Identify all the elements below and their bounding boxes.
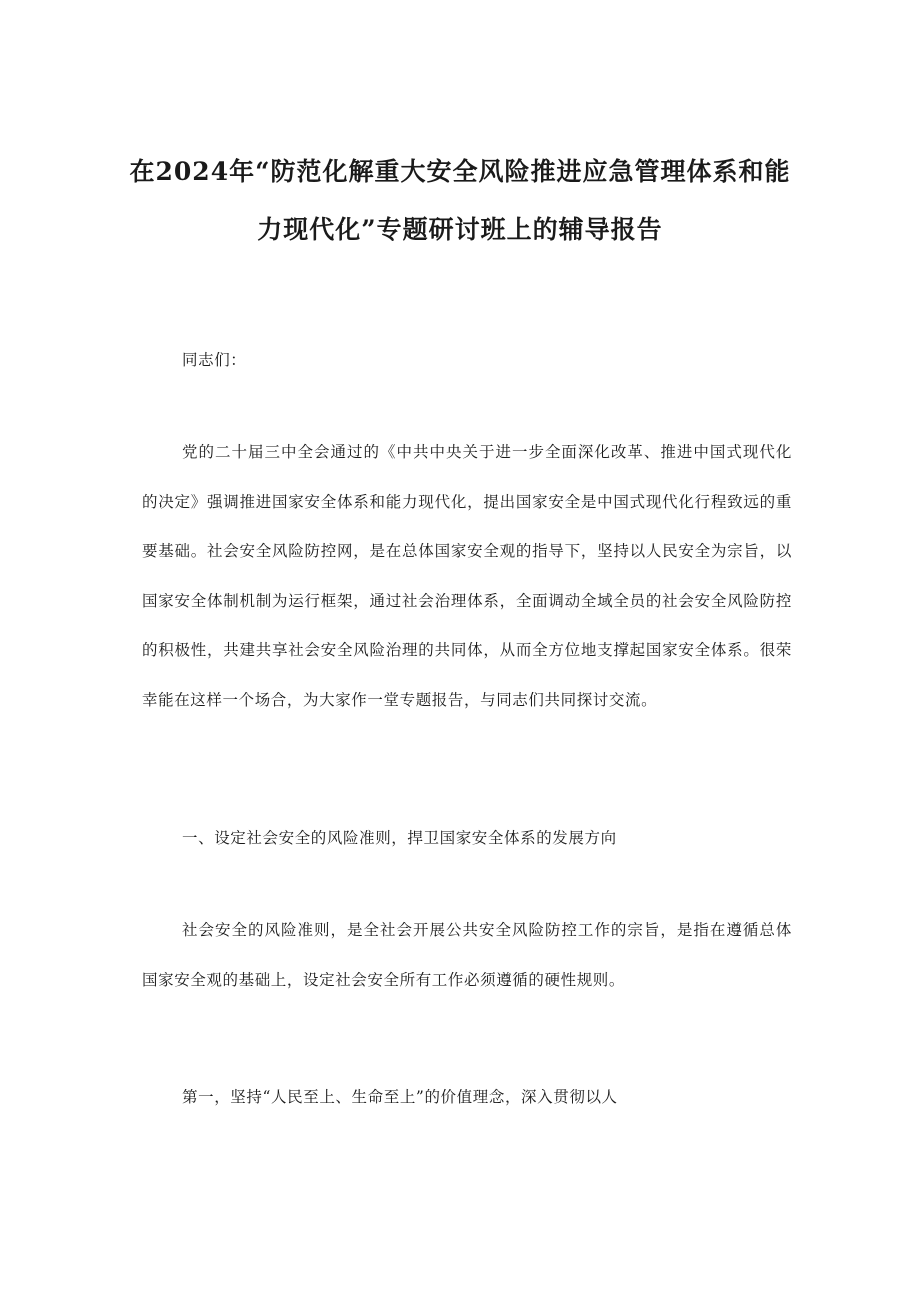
salutation: 同志们： [182,351,247,369]
paragraph-intro: 党的二十届三中全会通过的《中共中央关于进一步全面深化改革、推进中国式现代化的决定》强调推进国家安全体系和能力现代化，提出国家安全是中国式现代化行程致远的重要基础。社会安全风险防控网，是在总体国家安全观的指导下，坚持以人民安全为宗旨，以国家安全体制机制为运行框架，通过社会治理体系，全面调动全域全员的社会安全风险防控的积极性，共建共享社会安全风险治理的共同体，从而全方位地支撑起国家安全体系。很荣幸能在这样一个场合，为大家作一堂专题报告，与同志们共同探讨交流。 [142,443,792,709]
document-title-line-1: 在2024年“防范化解重大安全风险推进应急管理体系和能 [129,157,791,186]
section-heading-1: 一、设定社会安全的风险准则，捍卫国家安全体系的发展方向 [182,829,617,847]
paragraph-first-point: 第一，坚持“人民至上、生命至上”的价值理念，深入贯彻以人 [182,1088,618,1106]
document-title-line-2: 力现代化”专题研讨班上的辅导报告 [257,215,663,244]
paragraph-risk-principle: 社会安全的风险准则，是全社会开展公共安全风险防控工作的宗旨，是指在遵循总体国家安全观的基础上，设定社会安全所有工作必须遵循的硬性规则。 [142,921,792,989]
